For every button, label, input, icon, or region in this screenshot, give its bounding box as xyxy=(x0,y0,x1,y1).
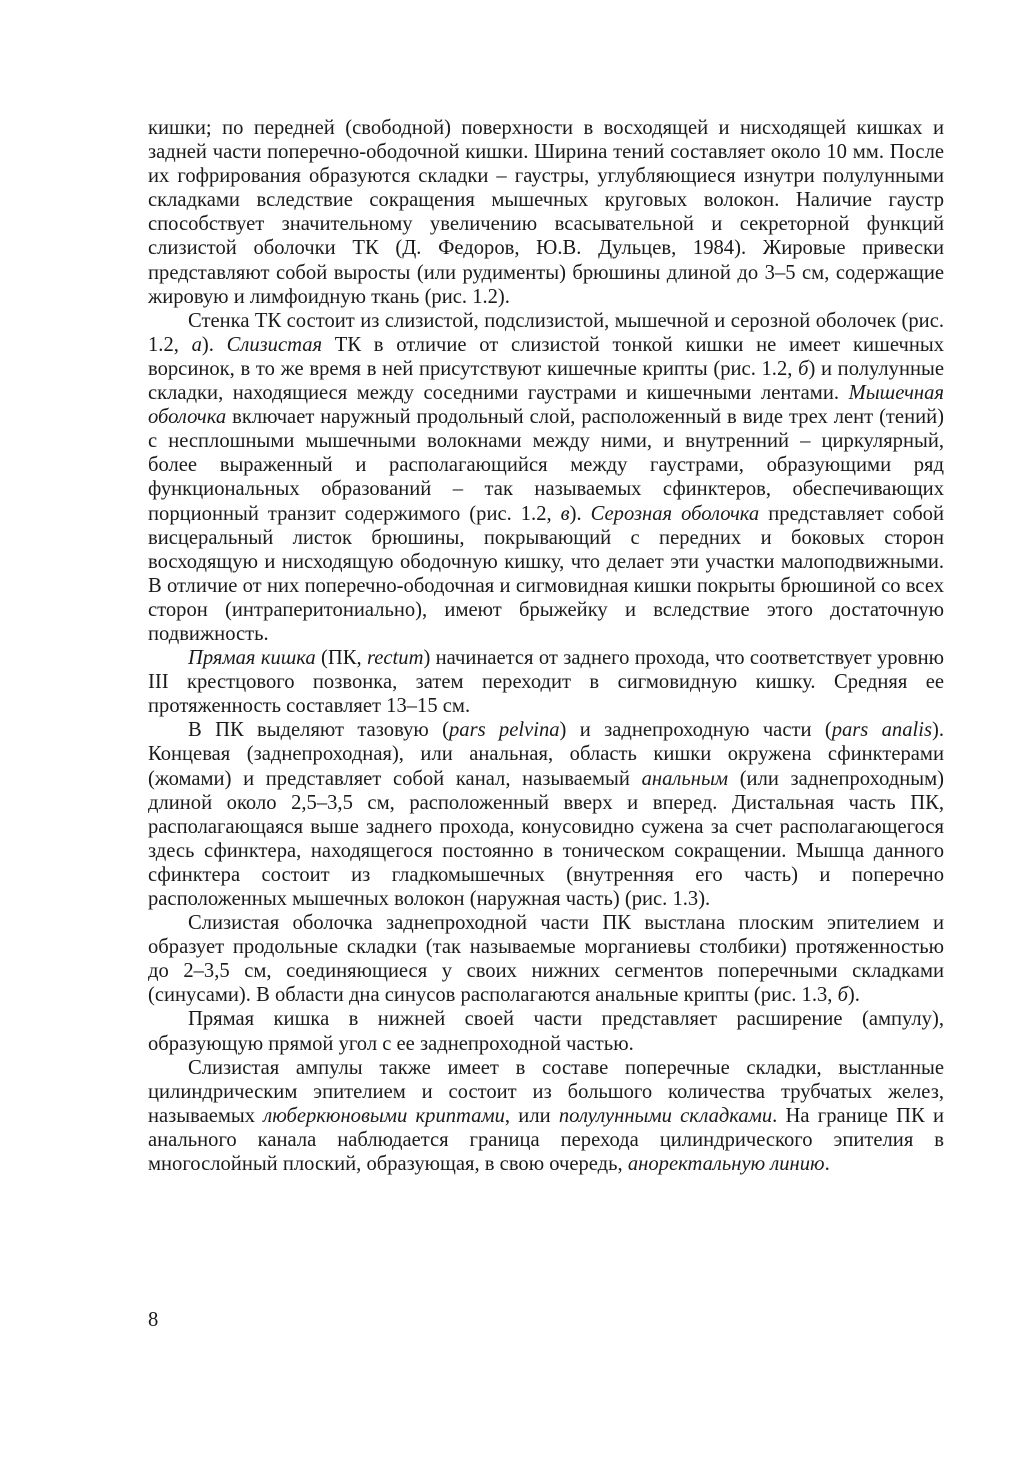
text-run: В ПК выделяют тазовую ( xyxy=(188,719,449,742)
text-run: ). Концевая (заднепроходная), или анальная, область кишки окружена сфинктерами (жомами) и представляет собой канал, называемый xyxy=(148,719,945,790)
text-run: Стенка ТК состоит из слизистой, подслизистой, мышечной и серозной оболочек (рис. 1.2, xyxy=(148,309,944,356)
text-run: представляет собой висцеральный листок брюшины, покрывающий с передних и боковых сторон восходящую и нисходящую ободочную кишку, что делает эти участки малоподвижными. В отличие от них поперечно-ободочная и сигмовидная кишки покрыты брюшиной со всех сторон (интраперитониально), имеют брыжейку и вследствие этого достаточную подвижность. xyxy=(148,502,944,645)
paragraph xyxy=(148,718,944,911)
italic-term: полулунными складками xyxy=(558,1104,773,1127)
italic-term: Слизистая xyxy=(226,333,323,356)
italic-term: анальным xyxy=(641,767,729,790)
paragraph xyxy=(148,911,944,1007)
paragraph xyxy=(148,1007,944,1055)
italic-term: в xyxy=(560,502,570,525)
italic-term: rectum xyxy=(367,647,424,670)
italic-term: pars pelvina xyxy=(448,719,560,742)
text-run: ТК в отличие от слизистой тонкой кишки не имеет кишечных ворсинок, в то же время в ней присутствуют кишечные крипты (рис. 1.2, xyxy=(148,333,944,380)
italic-term: Серозная оболочка xyxy=(590,502,760,525)
text-run: Прямая кишка в нижней своей части представляет расширение (ампулу), образующую прямой угол с ее заднепроходной частью. xyxy=(148,1008,944,1055)
italic-term: а xyxy=(191,333,202,356)
paragraph xyxy=(148,646,944,718)
text-run: ) и полулунные складки, находящиеся между соседними гаустрами и кишечными лентами. xyxy=(148,357,944,405)
text-run: Слизистая оболочка заднепроходной части ПК выстлана плоским эпителием и образует продольные складки (так называемые морганиевы столбики) протяженностью до 2–3,5 см, соединяющиеся у своих нижних сегментов поперечными складками (синусами). В области дна синусов располагаются анальные крипты (рис. 1.3, xyxy=(148,912,944,1007)
text-run: ) начинается от заднего прохода, что соответствует уровню III крестцового позвонка, затем переходит в сигмовидную кишку. Средняя ее протяженность составляет 13–15 см. xyxy=(148,647,944,718)
italic-term: pars analis xyxy=(831,719,932,742)
italic-term: б xyxy=(837,984,848,1007)
text-run: , или xyxy=(504,1104,559,1127)
page-body xyxy=(148,116,944,1176)
paragraph xyxy=(148,309,944,646)
italic-term: б xyxy=(798,357,809,380)
text-run: ). xyxy=(847,984,860,1007)
text-run: Слизистая ампулы также имеет в составе поперечные складки, выстланные цилиндрическим эпителием и состоит из большого количества трубчатых желез, называемых xyxy=(148,1056,944,1127)
text-run: (ПК, xyxy=(315,647,368,670)
text-run: кишки; по передней (свободной) поверхности в восходящей и нисходящей кишках и задней части поперечно-ободочной кишки. Ширина тений составляет около 10 мм. После их гофрирования образуются складки – гаустры, углубляющиеся изнутри полулунными складками вследствие сокращения мышечных круговых волокон. Наличие гаустр способствует значительному увеличению всасывательной и секреторной функций слизистой оболочки ТК (Д. Федоров, Ю.В. Дульцев, 1984). Жировые привески представляют собой выросты (или рудименты) брюшины длиной до 3–5 см, содержащие жировую и лимфоидную ткань (рис. 1.2). xyxy=(148,117,944,308)
italic-term: Прямая кишка xyxy=(188,647,316,670)
text-run: . xyxy=(824,1153,830,1176)
text-run: ). xyxy=(569,502,591,525)
text-run: включает наружный продольный слой, расположенный в виде трех лент (тений) с несплошными мышечными волокнами между ними, и внутренний – циркулярный, более выраженный и располагающийся между гаустрами, образующими ряд функциональных образований – так называемых сфинктеров, обеспечивающих порционный транзит содержимого (рис. 1.2, xyxy=(148,406,944,525)
text-run: (или заднепроходным) длиной около 2,5–3,5 см, расположенный вверх и вперед. Дистальная часть ПК, располагающаяся выше заднего прохода, конусовидно сужена за счет располагающегося здесь сфинктера, находящегося постоянно в тоническом сокращении. Мышца данного сфинктера состоит из гладкомышечных (внутренняя его часть) и поперечно расположенных мышечных волокон (наружная часть) (рис. 1.3). xyxy=(148,767,944,910)
italic-term: Мышечная оболочка xyxy=(148,382,944,429)
text-run: ). xyxy=(201,333,227,356)
paragraph xyxy=(148,1056,944,1176)
italic-term: люберкюновыми криптами xyxy=(263,1104,505,1127)
italic-term: аноректальную линию xyxy=(627,1153,825,1176)
text-run: . На границе ПК и анального канала наблюдается граница перехода цилиндрического эпителия в многослойный плоский, образующая, в свою очередь, xyxy=(148,1104,944,1176)
paragraph xyxy=(148,116,944,309)
page-number: 8 xyxy=(148,1309,159,1331)
text-run: ) и заднепроходную части ( xyxy=(559,719,832,742)
